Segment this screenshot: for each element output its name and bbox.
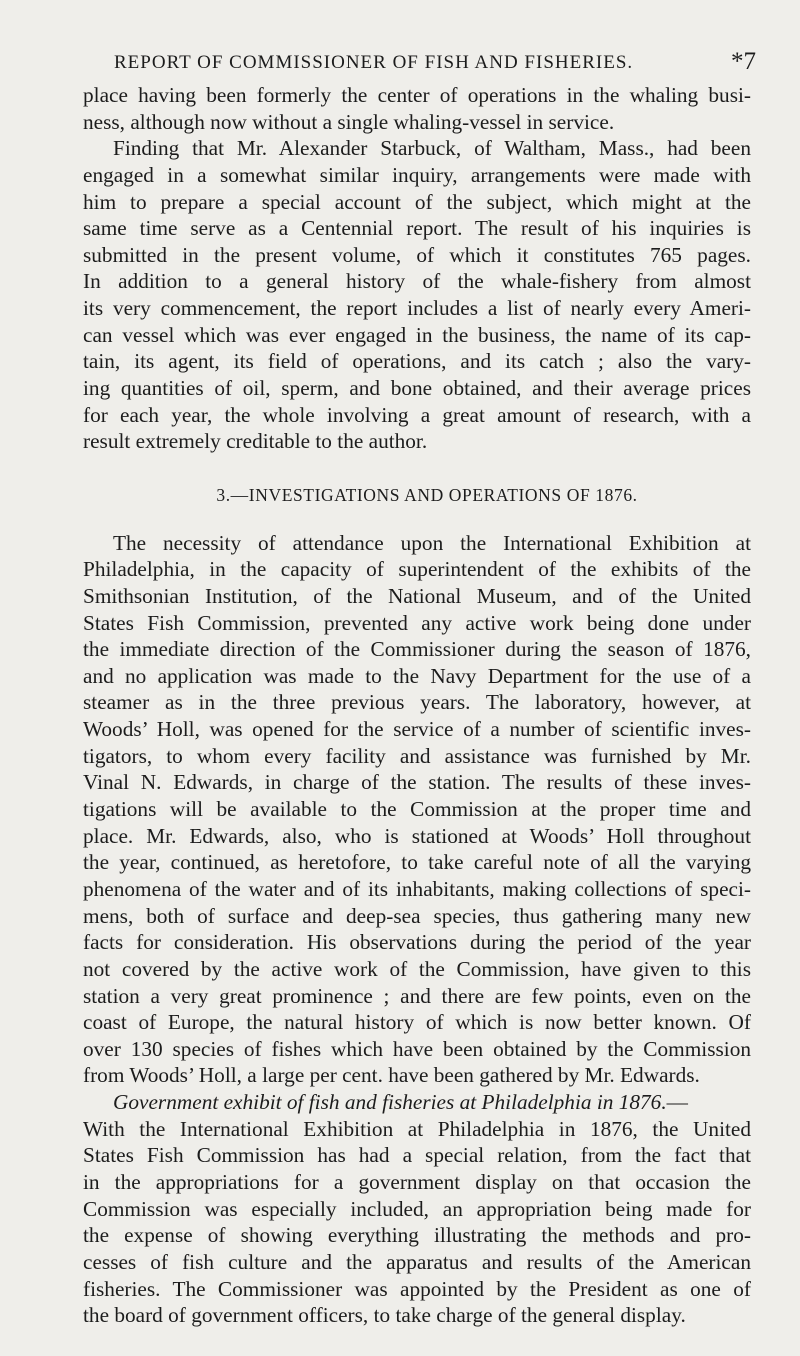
text-line: the board of government officers, to take charge of the general display. xyxy=(83,1303,686,1328)
text-line: tigators, to whom every facility and assistance was furnished by Mr. xyxy=(83,743,751,768)
text-line: place. Mr. Edwards, also, who is stationed at Woods’ Holl throughout xyxy=(83,823,751,848)
text-line: Smithsonian Institution, of the National Museum, and of the United xyxy=(83,583,751,608)
text-line: him to prepare a special account of the subject, which might at the xyxy=(83,189,751,214)
paragraph-3 xyxy=(83,1089,751,1329)
text-line: can vessel which was ever engaged in the business, the name of its cap- xyxy=(83,322,751,347)
text-line: facts for consideration. His observations during the period of the year xyxy=(83,930,751,955)
text-line: tain, its agent, its field of operations, and its catch ; also the vary- xyxy=(83,349,751,374)
text-line: Philadelphia, in the capacity of superintendent of the exhibits of the xyxy=(83,557,751,582)
text-line: and no application was made to the Navy Department for the use of a xyxy=(83,663,751,688)
text-line: cesses of fish culture and the apparatus and results of the American xyxy=(83,1249,751,1274)
text-line: engaged in a somewhat similar inquiry, arrangements were made with xyxy=(83,162,751,187)
text-line: Finding that Mr. Alexander Starbuck, of Waltham, Mass., had been xyxy=(113,136,751,161)
text-line: steamer as in the three previous years. The laboratory, however, at xyxy=(83,690,751,715)
section-heading: 3.—INVESTIGATIONS AND OPERATIONS OF 1876. xyxy=(216,484,638,505)
text-line: its very commencement, the report includes a list of nearly every Ameri- xyxy=(83,296,751,321)
text-line: States Fish Commission has had a special relation, from the fact that xyxy=(83,1143,751,1168)
paragraph-lead-title: Government exhibit of fish and fisheries at Philadelphia in 1876. xyxy=(113,1090,667,1115)
text-line: for each year, the whole involving a great amount of research, with a xyxy=(83,402,751,427)
text-line: In addition to a general history of the whale-fishery from almost xyxy=(83,269,751,294)
text-line: place having been formerly the center of operations in the whaling busi- xyxy=(83,83,751,107)
text-line: the year, continued, as heretofore, to take careful note of all the varying xyxy=(83,850,751,875)
text-line: from Woods’ Holl, a large per cent. have been gathered by Mr. Edwards. xyxy=(83,1063,700,1088)
text-line: mens, both of surface and deep-sea species, thus gathering many new xyxy=(83,903,751,928)
text-line: coast of Europe, the natural history of which is now better known. Of xyxy=(83,1010,751,1035)
text-line: same time serve as a Centennial report. The result of his inquiries is xyxy=(83,216,751,241)
text-line: not covered by the active work of the Commission, have given to this xyxy=(83,956,751,981)
text-line: fisheries. The Commissioner was appointed by the President as one of xyxy=(83,1276,751,1301)
text-line: result extremely creditable to the author. xyxy=(83,429,428,454)
running-title: REPORT OF COMMISSIONER OF FISH AND FISHERIES. xyxy=(114,52,634,73)
paragraph-2 xyxy=(83,530,751,1089)
text-line: in the appropriations for a government display on that occasion the xyxy=(83,1169,751,1194)
text-line: over 130 species of fishes which have been obtained by the Commission xyxy=(83,1036,751,1061)
text-line: Woods’ Holl, was opened for the service of a number of scientific inves- xyxy=(83,717,751,742)
running-head xyxy=(114,48,756,82)
text-line: With the International Exhibition at Philadelphia in 1876, the United xyxy=(83,1116,751,1141)
text-line: tigations will be available to the Commission at the proper time and xyxy=(83,797,751,822)
text-line: ness, although now without a single whaling-vessel in service. xyxy=(83,109,615,134)
text-line: station a very great prominence ; and there are few points, even on the xyxy=(83,983,751,1008)
text-line: phenomena of the water and of its inhabitants, making collections of speci- xyxy=(83,876,751,901)
text-line: ing quantities of oil, sperm, and bone obtained, and their average prices xyxy=(83,376,751,401)
text-line: the expense of showing everything illustrating the methods and pro- xyxy=(83,1223,751,1248)
body-text xyxy=(83,82,751,1329)
text-line: The necessity of attendance upon the International Exhibition at xyxy=(113,530,751,555)
text-line: States Fish Commission, prevented any active work being done under xyxy=(83,610,751,635)
text-line: submitted in the present volume, of which it constitutes 765 pages. xyxy=(83,242,751,267)
page-number: *7 xyxy=(731,48,756,75)
text-line: Vinal N. Edwards, in charge of the station. The results of these inves- xyxy=(83,770,751,795)
text-line: Commission was especially included, an appropriation being made for xyxy=(83,1196,751,1221)
paragraph-lead-dash: — xyxy=(666,1090,688,1115)
paragraph-1 xyxy=(83,82,751,455)
text-line: the immediate direction of the Commissioner during the season of 1876, xyxy=(83,637,751,662)
paragraph-lead-line xyxy=(83,1089,751,1116)
